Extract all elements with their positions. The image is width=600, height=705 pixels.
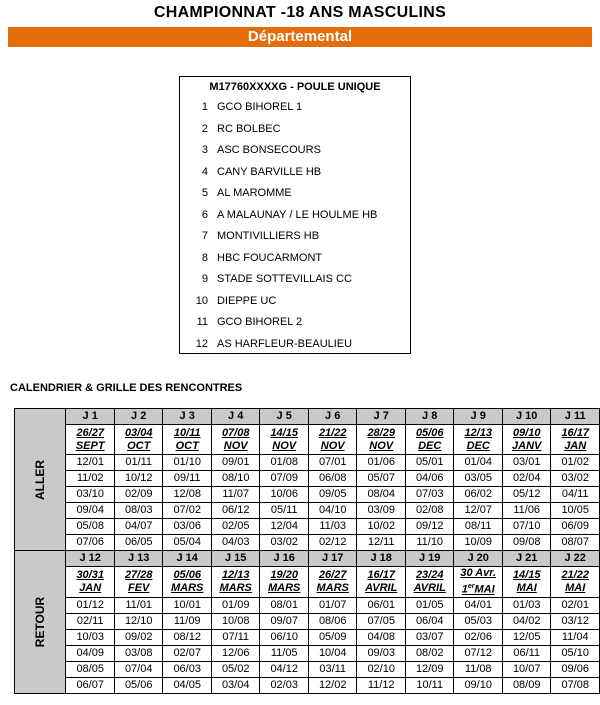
match-cell: 08/12: [163, 629, 212, 645]
match-cell: 05/02: [211, 661, 260, 677]
match-cell: 07/04: [114, 661, 163, 677]
round-date-month: MARS: [268, 581, 301, 594]
match-cell: 07/12: [454, 645, 503, 661]
match-row: [15, 597, 600, 613]
round-date-days: 14/15: [512, 568, 541, 581]
team-name: DIEPPE UC: [217, 294, 277, 307]
match-cell: 04/09: [66, 645, 115, 661]
match-cell: 03/08: [114, 645, 163, 661]
match-cell: 01/10: [163, 455, 212, 471]
match-cell: 03/12: [551, 613, 600, 629]
match-cell: 07/11: [211, 629, 260, 645]
match-cell: 06/05: [114, 535, 163, 551]
match-cell: 06/07: [66, 677, 115, 693]
round-date-month: NOV: [369, 439, 394, 452]
match-cell: 04/11: [551, 487, 600, 503]
match-cell: 09/02: [114, 629, 163, 645]
team-number: 3: [201, 144, 208, 156]
match-cell: 09/01: [211, 455, 260, 471]
team-row: [180, 269, 410, 291]
match-cell: 06/11: [502, 645, 551, 661]
match-cell: 01/08: [260, 455, 309, 471]
team-number: 12: [195, 337, 208, 350]
round-date-month: NOV: [320, 439, 345, 452]
round-date: [405, 567, 454, 598]
match-cell: 09/10: [454, 677, 503, 693]
match-cell: 08/05: [66, 661, 115, 677]
match-cell: 10/08: [211, 613, 260, 629]
match-cell: 04/03: [211, 535, 260, 551]
team-number: 11: [196, 316, 208, 328]
round-date-month: NOV: [272, 439, 297, 452]
round-date-days: 10/11: [173, 426, 201, 439]
team-name: STADE SOTTEVILLAIS CC: [217, 273, 352, 285]
round-date-days: 03/04: [124, 426, 153, 439]
match-row: [15, 613, 600, 629]
match-cell: 12/02: [308, 677, 357, 693]
round-date: [551, 425, 600, 455]
match-cell: 04/06: [405, 471, 454, 487]
match-cell: 09/08: [502, 535, 551, 551]
match-cell: 11/06: [502, 503, 551, 519]
match-cell: 11/03: [308, 519, 357, 535]
match-cell: 11/01: [114, 597, 163, 613]
round-date-month: NOV: [223, 439, 248, 452]
match-cell: 04/01: [454, 597, 503, 613]
team-number: 6: [201, 208, 208, 221]
round-date-days: 30/31: [76, 568, 104, 581]
match-cell: 12/10: [114, 613, 163, 629]
round-date-month: DEC: [466, 439, 490, 452]
calendar-title: CALENDRIER & GRILLE DES RENCONTRES: [10, 382, 243, 394]
match-cell: 08/03: [114, 503, 163, 519]
round-date: [211, 425, 260, 455]
phase-label: ALLER: [33, 459, 48, 500]
match-cell: 11/12: [357, 677, 406, 693]
match-cell: 01/07: [308, 597, 357, 613]
match-cell: 09/03: [357, 645, 406, 661]
match-cell: 06/01: [357, 597, 406, 613]
team-name: AL MAROMME: [217, 187, 292, 199]
match-cell: 09/07: [260, 613, 309, 629]
round-label: J 4: [211, 409, 260, 425]
match-cell: 10/01: [163, 597, 212, 613]
match-cell: 05/10: [551, 645, 600, 661]
match-cell: 02/09: [114, 487, 163, 503]
match-cell: 10/11: [405, 677, 454, 693]
match-cell: 12/06: [211, 645, 260, 661]
match-cell: 02/04: [502, 471, 551, 487]
team-number: 7: [201, 230, 208, 242]
match-cell: 07/06: [66, 535, 115, 551]
match-cell: 03/02: [260, 535, 309, 551]
pool-team-list: [179, 76, 411, 354]
match-cell: 03/04: [211, 677, 260, 693]
round-date: [66, 567, 115, 598]
round-date-month: 1erMAI: [461, 583, 495, 596]
match-cell: 11/08: [454, 661, 503, 677]
round-date: [308, 567, 357, 598]
match-cell: 12/11: [357, 535, 406, 551]
match-cell: 05/03: [454, 613, 503, 629]
round-date: [163, 425, 212, 455]
round-date: [357, 425, 406, 455]
match-cell: 03/07: [405, 629, 454, 645]
round-date-month: OCT: [127, 439, 151, 452]
round-label: J 20: [454, 551, 503, 567]
match-cell: 11/09: [163, 613, 212, 629]
match-cell: 12/01: [66, 455, 115, 471]
round-date-month: JANV: [512, 439, 542, 452]
round-date-days: 27/28: [124, 568, 153, 581]
match-cell: 08/07: [551, 535, 600, 551]
match-cell: 09/04: [66, 503, 115, 519]
match-cell: 06/08: [308, 471, 357, 487]
team-name: ASC BONSECOURS: [217, 144, 321, 156]
match-cell: 02/06: [454, 629, 503, 645]
match-cell: 05/11: [260, 503, 309, 519]
round-label: J 18: [357, 551, 406, 567]
match-cell: 03/05: [454, 471, 503, 487]
round-label: J 7: [357, 409, 406, 425]
match-cell: 01/04: [454, 455, 503, 471]
match-cell: 03/06: [163, 519, 212, 535]
match-cell: 10/02: [357, 519, 406, 535]
match-cell: 04/12: [260, 661, 309, 677]
match-cell: 02/11: [66, 613, 115, 629]
round-date-days: 09/10: [512, 426, 541, 439]
team-name: A MALAUNAY / LE HOULME HB: [217, 208, 378, 221]
round-date-days: 16/17: [367, 568, 395, 581]
round-date-month: DEC: [418, 439, 442, 452]
round-date-month: MAI: [565, 581, 586, 594]
match-cell: 10/09: [454, 535, 503, 551]
date-row: [15, 567, 600, 598]
match-cell: 06/10: [260, 629, 309, 645]
match-row: [15, 645, 600, 661]
match-cell: 07/05: [357, 613, 406, 629]
team-row: [180, 312, 410, 334]
match-cell: 05/04: [163, 535, 212, 551]
subtitle-banner: Départemental: [8, 27, 592, 47]
team-number: 10: [195, 294, 208, 307]
team-name: GCO BIHOREL 2: [217, 316, 303, 328]
round-label: J 10: [502, 409, 551, 425]
match-cell: 09/11: [163, 471, 212, 487]
pool-title: M17760XXXXG - POULE UNIQUE: [209, 81, 381, 93]
match-cell: 04/02: [502, 613, 551, 629]
match-cell: 10/05: [551, 503, 600, 519]
match-cell: 10/07: [502, 661, 551, 677]
team-row: [180, 183, 410, 205]
round-label: J 16: [260, 551, 309, 567]
round-date: [405, 425, 454, 455]
match-cell: 03/02: [551, 471, 600, 487]
team-row: [180, 226, 410, 248]
round-date-days: 28/29: [367, 426, 395, 439]
team-name: MONTIVILLIERS HB: [217, 230, 320, 242]
team-rows: [180, 97, 410, 355]
match-cell: 11/07: [211, 487, 260, 503]
round-label: J 5: [260, 409, 309, 425]
match-cell: 12/09: [405, 661, 454, 677]
team-row: [180, 248, 410, 270]
round-date: [454, 567, 503, 598]
round-date-days: 21/22: [561, 568, 589, 581]
round-date-month: FEV: [128, 581, 150, 594]
match-cell: 06/12: [211, 503, 260, 519]
round-label: J 15: [211, 551, 260, 567]
round-date: [454, 425, 503, 455]
match-cell: 02/03: [260, 677, 309, 693]
match-cell: 01/09: [211, 597, 260, 613]
round-date-days: 05/06: [415, 426, 444, 439]
match-cell: 02/08: [405, 503, 454, 519]
round-date: [502, 567, 551, 598]
round-date-days: 30 Avr.: [460, 567, 497, 579]
team-name: GCO BIHOREL 1: [217, 101, 303, 113]
match-cell: 09/12: [405, 519, 454, 535]
team-name: HBC FOUCARMONT: [217, 251, 323, 264]
match-cell: 07/02: [163, 503, 212, 519]
match-cell: 09/06: [551, 661, 600, 677]
round-date-days: 16/17: [561, 426, 589, 439]
team-number: 8: [201, 251, 208, 264]
match-cell: 02/10: [357, 661, 406, 677]
match-cell: 11/04: [551, 629, 600, 645]
round-date-days: 12/13: [221, 568, 250, 581]
match-cell: 01/05: [405, 597, 454, 613]
team-row: [180, 162, 410, 184]
team-number: 5: [201, 187, 208, 199]
match-cell: 10/12: [114, 471, 163, 487]
round-date-month: OCT: [175, 439, 199, 452]
round-date-days: 12/13: [464, 426, 492, 439]
round-date: [114, 425, 163, 455]
match-cell: 03/11: [308, 661, 357, 677]
team-name: CANY BARVILLE HB: [217, 165, 322, 178]
round-label: J 13: [114, 551, 163, 567]
match-cell: 07/01: [308, 455, 357, 471]
round-date-month: MARS: [316, 581, 349, 594]
match-row: [15, 535, 600, 551]
match-cell: 03/10: [66, 487, 115, 503]
match-cell: 11/02: [66, 471, 115, 487]
round-label: J 3: [163, 409, 212, 425]
match-cell: 08/11: [454, 519, 503, 535]
phase-cell: [15, 409, 66, 551]
page-title: CHAMPIONNAT -18 ANS MASCULINS: [153, 4, 447, 21]
match-cell: 01/12: [66, 597, 115, 613]
team-row: [180, 140, 410, 162]
match-cell: 07/10: [502, 519, 551, 535]
phase-label: RETOUR: [33, 596, 48, 648]
match-cell: 07/09: [260, 471, 309, 487]
round-label: J 21: [502, 551, 551, 567]
team-row: [180, 97, 410, 119]
match-cell: 01/06: [357, 455, 406, 471]
date-row: [15, 425, 600, 455]
match-cell: 08/06: [308, 613, 357, 629]
round-label: J 6: [308, 409, 357, 425]
match-row: [15, 471, 600, 487]
match-row: [15, 677, 600, 693]
match-cell: 12/07: [454, 503, 503, 519]
round-date: [551, 567, 600, 598]
match-cell: 12/08: [163, 487, 212, 503]
schedule-table: [14, 408, 600, 694]
round-date-days: 26/27: [76, 426, 104, 439]
round-date: [502, 425, 551, 455]
team-number: 4: [201, 165, 208, 178]
match-cell: 05/12: [502, 487, 551, 503]
match-cell: 10/03: [66, 629, 115, 645]
team-number: 1: [201, 101, 208, 113]
match-cell: 02/01: [551, 597, 600, 613]
match-cell: 08/02: [405, 645, 454, 661]
match-cell: 05/07: [357, 471, 406, 487]
round-label: J 14: [163, 551, 212, 567]
round-label: J 17: [308, 551, 357, 567]
round-date-month: MARS: [219, 581, 252, 594]
match-cell: 05/08: [66, 519, 115, 535]
round-date-month: MAI: [516, 581, 537, 594]
round-date-month: AVRIL: [413, 581, 446, 594]
round-date: [260, 425, 309, 455]
schedule-grid: [14, 408, 600, 694]
match-cell: 06/04: [405, 613, 454, 629]
match-row: [15, 629, 600, 645]
match-cell: 07/03: [405, 487, 454, 503]
match-cell: 03/01: [502, 455, 551, 471]
round-label: J 2: [114, 409, 163, 425]
match-row: [15, 661, 600, 677]
round-label: J 12: [66, 551, 115, 567]
match-cell: 10/06: [260, 487, 309, 503]
match-cell: 05/01: [405, 455, 454, 471]
phase-cell: [15, 551, 66, 694]
round-date: [114, 567, 163, 598]
round-date: [66, 425, 115, 455]
round-label: J 19: [405, 551, 454, 567]
match-cell: 01/03: [502, 597, 551, 613]
round-date-month: JAN: [564, 439, 587, 452]
match-cell: 06/03: [163, 661, 212, 677]
match-cell: 09/05: [308, 487, 357, 503]
round-label: J 11: [551, 409, 600, 425]
round-date-month: SEPT: [75, 439, 105, 452]
match-cell: 02/07: [163, 645, 212, 661]
round-header-row: [15, 409, 600, 425]
match-cell: 02/05: [211, 519, 260, 535]
round-label: J 22: [551, 551, 600, 567]
match-cell: 08/09: [502, 677, 551, 693]
team-name: AS HARFLEUR-BEAULIEU: [217, 337, 353, 350]
match-cell: 05/09: [308, 629, 357, 645]
match-cell: 04/07: [114, 519, 163, 535]
round-date-month: AVRIL: [365, 581, 398, 594]
match-row: [15, 519, 600, 535]
round-date-month: MARS: [171, 581, 204, 594]
round-date-days: 07/08: [221, 426, 250, 439]
match-cell: 12/04: [260, 519, 309, 535]
match-cell: 05/06: [114, 677, 163, 693]
team-number: 9: [201, 273, 208, 285]
match-cell: 04/05: [163, 677, 212, 693]
match-cell: 08/10: [211, 471, 260, 487]
round-date-days: 05/06: [173, 568, 201, 581]
round-date: [163, 567, 212, 598]
round-label: J 1: [66, 409, 115, 425]
match-row: [15, 455, 600, 471]
match-cell: 06/02: [454, 487, 503, 503]
match-cell: 03/09: [357, 503, 406, 519]
round-header-row: [15, 551, 600, 567]
round-label: J 9: [454, 409, 503, 425]
match-cell: 07/08: [551, 677, 600, 693]
round-date: [260, 567, 309, 598]
round-date-days: 14/15: [270, 426, 298, 439]
round-date-days: 19/20: [270, 568, 298, 581]
round-date-days: 23/24: [415, 568, 444, 581]
round-date: [211, 567, 260, 598]
match-row: [15, 487, 600, 503]
round-date-days: 26/27: [318, 568, 347, 581]
round-date-month: JAN: [79, 581, 102, 594]
match-cell: 10/04: [308, 645, 357, 661]
match-cell: 08/01: [260, 597, 309, 613]
round-date-days: 21/22: [318, 426, 347, 439]
round-date: [308, 425, 357, 455]
round-label: J 8: [405, 409, 454, 425]
team-row: [180, 291, 410, 313]
round-date: [357, 567, 406, 598]
match-cell: 11/10: [405, 535, 454, 551]
team-number: 2: [201, 122, 208, 135]
match-cell: 04/10: [308, 503, 357, 519]
match-cell: 12/05: [502, 629, 551, 645]
match-row: [15, 503, 600, 519]
team-name: RC BOLBEC: [217, 122, 281, 135]
match-cell: 01/02: [551, 455, 600, 471]
match-cell: 02/12: [308, 535, 357, 551]
match-cell: 01/11: [114, 455, 163, 471]
match-cell: 06/09: [551, 519, 600, 535]
team-row: [180, 119, 410, 141]
match-cell: 08/04: [357, 487, 406, 503]
team-row: [180, 334, 410, 356]
match-cell: 11/05: [260, 645, 309, 661]
match-cell: 04/08: [357, 629, 406, 645]
team-row: [180, 205, 410, 227]
